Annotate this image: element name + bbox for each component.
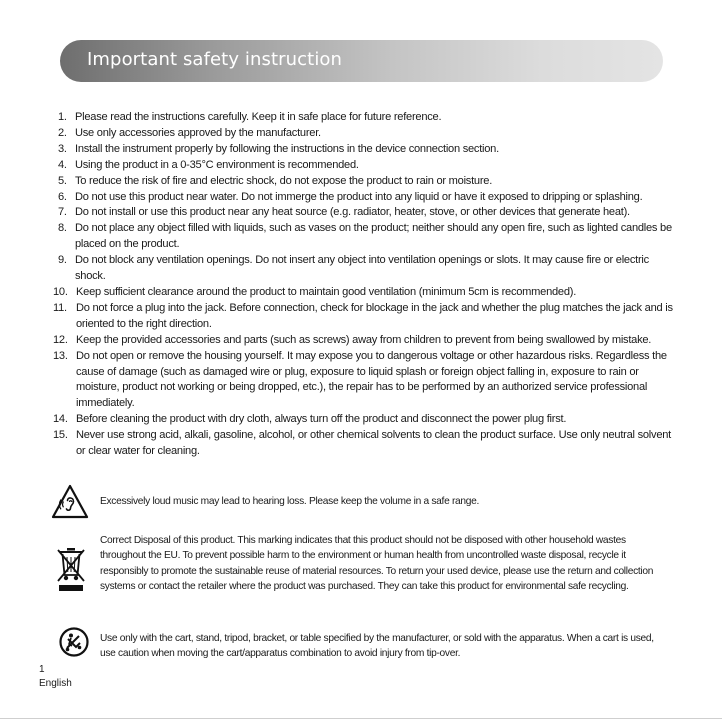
- list-item: 12. Keep the provided accessories and parts (such as screws) away from children to prevent from being swallowed by mistake.: [53, 333, 652, 346]
- cart-notice: Use only with the cart, stand, tripod, bracket, or table specified by the manufacturer, or sold with the apparatus. When a cart is used, use caution when moving the cart/apparatus combination to avoid injury from tip-over.: [100, 633, 654, 660]
- section-header: [60, 40, 663, 82]
- list-item: 1. Please read the instructions carefully. Keep it in safe place for future reference.: [58, 111, 442, 123]
- hearing-notice: Excessively loud music may lead to hearing loss. Please keep the volume in a safe range.: [100, 496, 480, 507]
- footer-divider: [0, 718, 722, 719]
- list-item: 7. Do not install or use this product near any heat source (e.g. radiator, heater, stove, or other devices that generate heat).: [58, 206, 630, 219]
- hearing-warning-icon: [51, 484, 89, 520]
- list-item: 3. Install the instrument properly by following the instructions in the device connection section.: [58, 142, 499, 155]
- page-title: Important safety instruction: [87, 49, 343, 70]
- page-number: 1: [39, 664, 45, 675]
- list-item: 13. Do not open or remove the housing yourself. It may expose you to dangerous voltage or other hazardous risks. Regardless the cause of damage (such as damaged wire or plug, exposure to liquid splash or foreign object falling in, exposure to rain or moisture, product not working or being dropped, etc.), the repair has to be performed by an authorized service professional immediately.: [53, 349, 667, 410]
- list-item: 8. Do not place any object filled with liquids, such as vases on the product; neither should any open fire, such as lighted candles be placed on the product.: [58, 222, 672, 251]
- language-label: English: [39, 678, 72, 689]
- instruction-list: [53, 110, 678, 460]
- list-item: 5. To reduce the risk of fire and electric shock, do not expose the product to rain or moisture.: [58, 174, 493, 187]
- list-item: 10. Keep sufficient clearance around the product to maintain good ventilation (minimum 5cm is recommended).: [53, 285, 577, 298]
- list-item: 6. Do not use this product near water. Do not immerge the product into any liquid or have it exposed to dripping or splashing.: [58, 190, 643, 203]
- crossed-bin-icon: [56, 547, 86, 593]
- list-item: 11. Do not force a plug into the jack. Before connection, check for blockage in the jack and whether the plug matches the jack and is oriented to the right direction.: [53, 301, 673, 330]
- list-item: 4. Using the product in a 0-35°C environment is recommended.: [58, 158, 359, 171]
- list-item: 9. Do not block any ventilation openings. Do not insert any object into ventilation openings or slots. It may cause fire or electric shock.: [58, 254, 649, 283]
- disposal-notice: Correct Disposal of this product. This marking indicates that this product should not be disposed with other household wastes throughout the EU. To prevent possible harm to the environment or human health from uncontrolled waste disposal, recycle it responsibly to promote the sustainable reuse of material resources. To return your used device, please use the return and collection systems or contact the retailer where the product was purchased. They can take this product for environmental safe recycling.: [100, 535, 654, 593]
- list-item: 15. Never use strong acid, alkali, gasoline, alcohol, or other chemical solvents to clean the product surface. Use only neutral solvent or clear water for cleaning.: [53, 429, 671, 458]
- list-item: 2. Use only accessories approved by the manufacturer.: [58, 126, 321, 139]
- cart-tip-over-icon: [59, 627, 89, 657]
- list-item: 14. Before cleaning the product with dry cloth, always turn off the product and disconnect the power plug first.: [53, 413, 567, 426]
